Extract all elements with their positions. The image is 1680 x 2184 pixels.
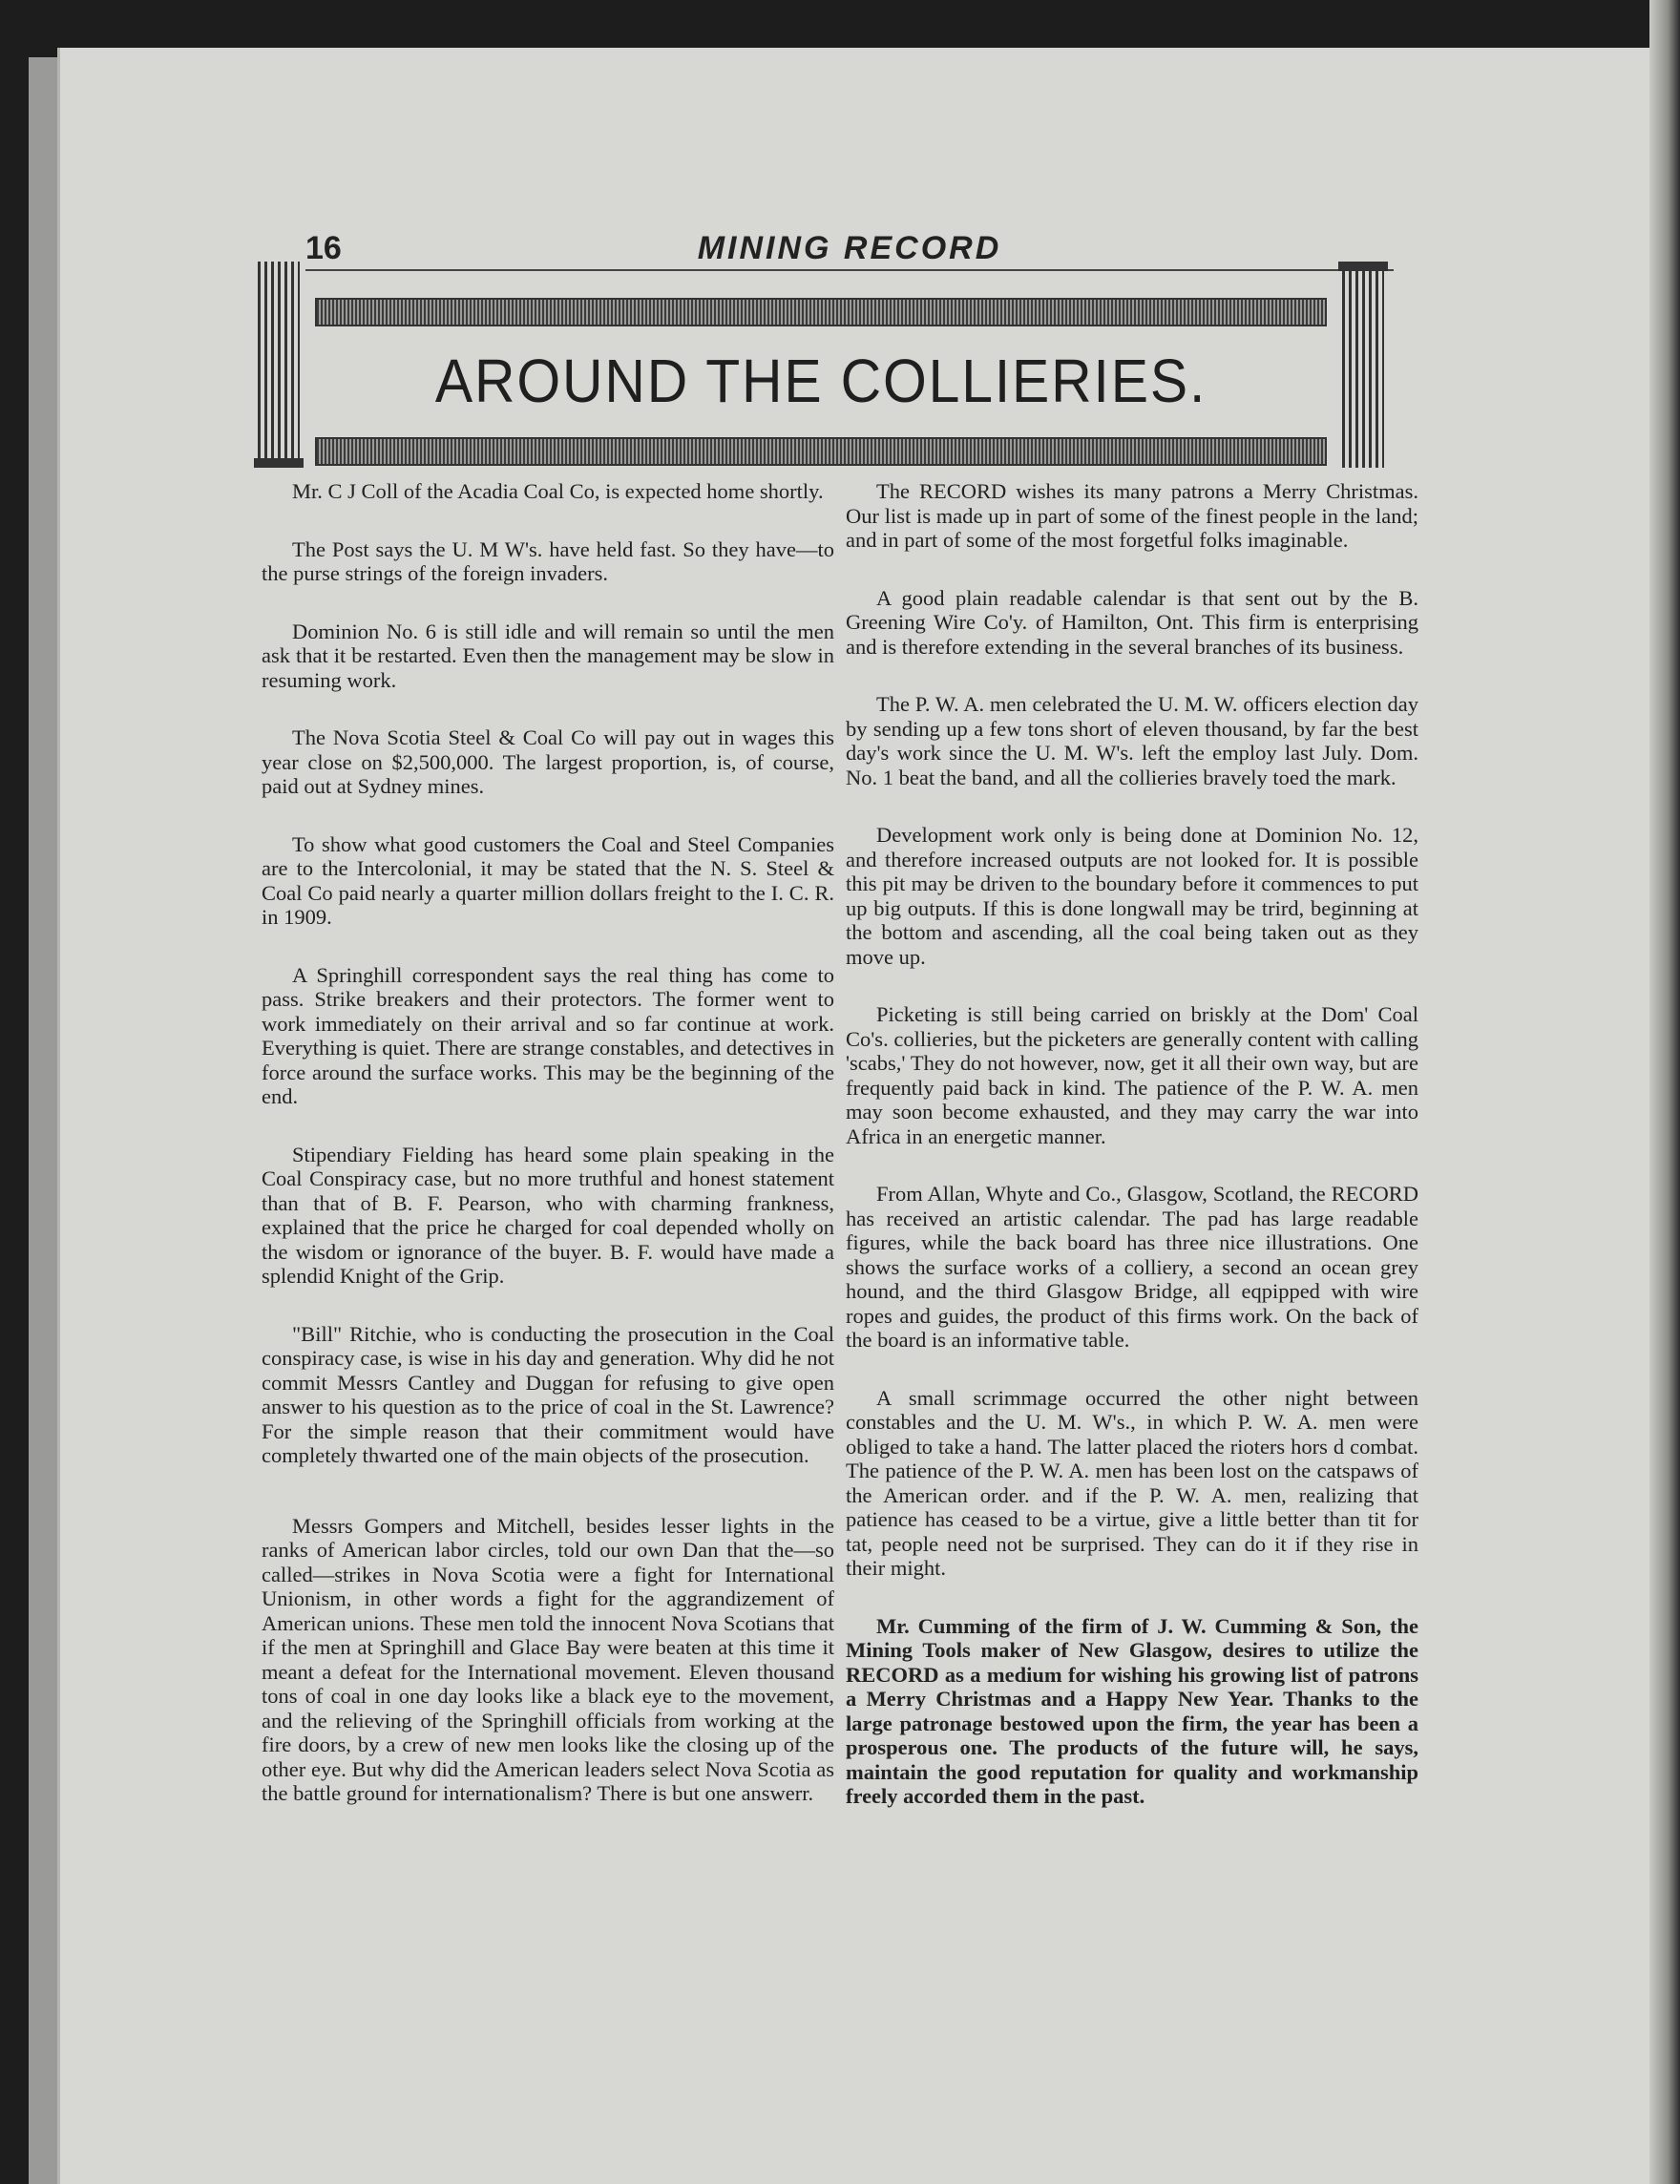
banner-bottom-rule xyxy=(315,437,1327,466)
news-item: Mr. Cumming of the firm of J. W. Cumming & Son, the Mining Tools maker of New Glasgow, desires to utilize the RECORD as a medium for wishing his growing list of patrons a Merry Christmas and a Happy New Year. Thanks to the large patronage bestowed upon the firm, the year has been a prosperous one. The products of the future will, he says, maintain the good reputation for quality and workmanship freely accorded them in the past. xyxy=(846,1613,1418,1808)
left-column xyxy=(262,479,834,1839)
banner-top-rule xyxy=(315,298,1327,326)
section-title: AROUND THE COLLIERIES. xyxy=(434,346,1208,415)
news-item: "Bill" Ritchie, who is conducting the prosecution in the Coal conspiracy case, is wise in his day and generation. Why did he not commit Messrs Cantley and Duggan for refusing to give open answer to his question as to the price of coal in the St. Lawrence? For the simple reason that their commitment would have completely thwarted one of the main objects of the prosecution. xyxy=(262,1321,834,1467)
running-title: MINING RECORD xyxy=(697,230,1002,266)
news-item: The P. W. A. men celebrated the U. M. W. officers election day by sending up a few tons short of eleven thousand, by far the best day's work since the U. M. W's. left the employ last July. Dom. No. 1 beat the band, and all the collieries bravely toed the mark. xyxy=(846,692,1418,789)
news-item: Mr. C J Coll of the Acadia Coal Co, is expected home shortly. xyxy=(292,479,824,503)
news-item: Development work only is being done at Dominion No. 12, and therefore increased outputs are not looked for. It is possible this pit may be driven to the boundary before it commences to put up big outputs. If this is done longwall may be trird, beginning at the bottom and ascending, all the coal being taken out as they move up. xyxy=(846,823,1418,969)
section-banner xyxy=(258,262,1384,468)
banner-left-ornament xyxy=(258,262,300,468)
news-item: Picketing is still being carried on briskly at the Dom' Coal Co's. collieries, but the picketers are generally content with calling 'scabs,' They do not however, now, get it all their own way, but are frequently paid back in kind. The patience of the P. W. A. men may soon become exhausted, and they may carry the war into Africa in an energetic manner. xyxy=(846,1002,1418,1148)
news-item: From Allan, Whyte and Co., Glasgow, Scotland, the RECORD has received an artistic calendar. The pad has large readable figures, while the back board has three nice illustrations. One shows the surface works of a colliery, a second an ocean grey hound, and the third Glasgow Bridge, all eqpipped with wire ropes and guides, the product of this firms work. On the back of the board is an informative table. xyxy=(846,1182,1418,1352)
news-item: The RECORD wishes its many patrons a Merry Christmas. Our list is made up in part of some of the finest people in the land; and in part of some of the most forgetful folks imaginable. xyxy=(846,479,1418,552)
news-item: A Springhill correspondent says the real thing has come to pass. Strike breakers and their protectors. The former went to work immediately on their arrival and so far continue at work. Everything is quiet. There are strange constables, and detectives in force around the surface works. This may be the beginning of the end. xyxy=(262,962,835,1108)
banner-right-ornament xyxy=(1342,262,1384,468)
news-item: The Nova Scotia Steel & Coal Co will pay out in wages this year close on $2,500,000. The largest proportion, is, of course, paid out at Sydney mines. xyxy=(262,725,834,798)
news-item: The Post says the U. M W's. have held fast. So they have—to the purse strings of the foreign invaders. xyxy=(262,536,834,585)
page-edge xyxy=(1649,0,1680,2184)
news-item: Messrs Gompers and Mitchell, besides lesser lights in the ranks of American labor circles, told our own Dan that the—so called—strikes in Nova Scotia were a fight for International Unionism, in other words a fight for the aggrandizement of American unions. These men told the innocent Nova Scotians that if the men at Springhill and Glace Bay were beaten at this time it meant a defeat for the International movement. Eleven thousand tons of coal in one day looks like a black eye to the movement, and the relieving of the Springhill officials from working at the fire doors, by a crew of new men looks like the closing up of the other eye. But why did the American leaders select Nova Scotia as the battle ground for internationalism? There is but one answerr. xyxy=(262,1513,834,1805)
page-number: 16 xyxy=(305,230,342,266)
right-column xyxy=(846,479,1418,1842)
news-item: To show what good customers the Coal and Steel Companies are to the Intercolonial, it may be stated that the N. S. Steel & Coal Co paid nearly a quarter million dollars freight to the I. C. R. in 1909. xyxy=(262,831,834,929)
news-item: Stipendiary Fielding has heard some plain speaking in the Coal Conspiracy case, but no more truthful and honest statement than that of B. F. Pearson, who with charming frankness, explained that the price he charged for coal depended wholly on the wisdom or ignorance of the buyer. B. F. would have made a splendid Knight of the Grip. xyxy=(262,1142,834,1288)
news-item: Dominion No. 6 is still idle and will remain so until the men ask that it be restarted. Even then the management may be slow in resuming work. xyxy=(262,619,834,692)
news-item: A small scrimmage occurred the other night between constables and the U. M. W's., in which P. W. A. men were obliged to take a hand. The latter placed the rioters hors d combat. The patience of the P. W. A. men has been lost on the catspaws of the American order. and if the P. W. A. men, realizing that patience has ceased to be a virtue, give a little better than tit for tat, people need not be surprised. They can do it if they rise in their might. xyxy=(846,1385,1418,1580)
news-item: A good plain readable calendar is that sent out by the B. Greening Wire Co'y. of Hamilton, Ont. This firm is enterprising and is therefore extending in the several branches of its business. xyxy=(846,585,1418,659)
